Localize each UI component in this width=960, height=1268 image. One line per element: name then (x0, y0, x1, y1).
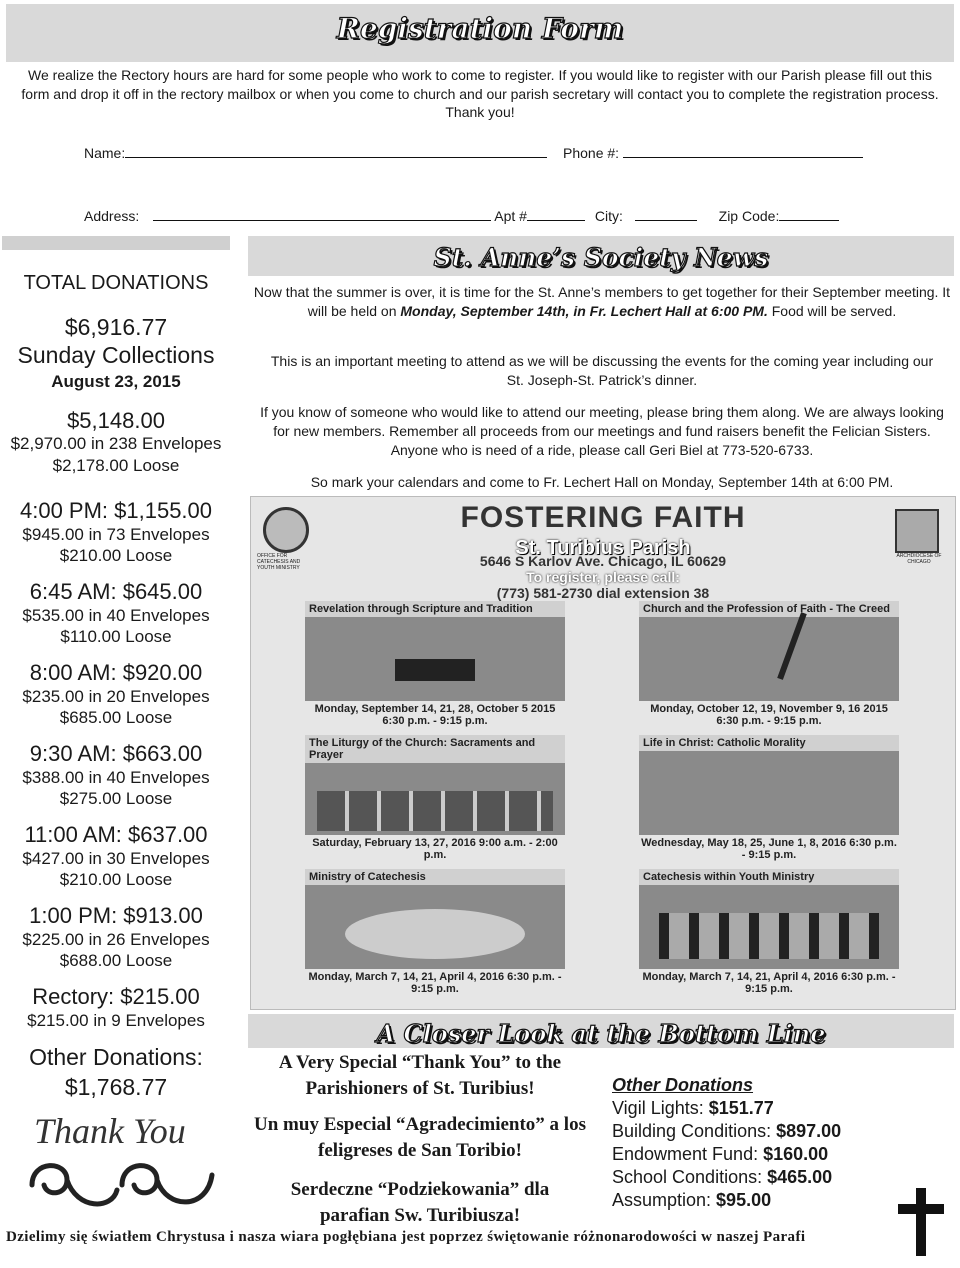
mass-envelopes: $427.00 in 30 Envelopes (22, 849, 210, 868)
address-label: Address: (84, 208, 140, 224)
flyer-panel-creed (639, 601, 899, 701)
office-label-left: OFFICE FOR CATECHESIS AND YOUTH MINISTRY (257, 553, 301, 571)
mass-time-total: 4:00 PM: $1,155.00 (19, 498, 213, 523)
panel-title: Catechesis within Youth Ministry (639, 869, 899, 885)
rectory-entry (2, 984, 230, 1038)
mass-envelopes: $225.00 in 26 Envelopes (22, 930, 210, 949)
mass-entry (2, 741, 230, 822)
flyer-panel-catechesis (305, 869, 565, 969)
society-meeting-time: Monday, September 14th, in Fr. Lechert Hall at 6:00 PM. (400, 303, 768, 319)
fostering-faith-flyer (250, 496, 956, 1010)
name-field-row (84, 143, 547, 161)
thanks-english: A Very Special “Thank You” to the Parishioners of St. Turibius! (278, 1052, 562, 1099)
panel-dates: Monday, March 7, 14, 21, April 4, 2016 6:30 p.m. - 9:15 p.m. (308, 971, 562, 995)
apt-field[interactable] (527, 206, 585, 221)
flyer-panel-scripture (305, 601, 565, 701)
donation-label: Vigil Lights: (612, 1098, 709, 1118)
flyer-address: 5646 S Karlov Ave. Chicago, IL 60629 (479, 553, 727, 569)
mass-time-total: 11:00 AM: $637.00 (24, 822, 208, 847)
zip-label: Zip Code: (718, 208, 780, 224)
mass-entry (2, 579, 230, 660)
thank-you-script: Thank You (34, 1111, 186, 1151)
panel-dates: Wednesday, May 18, 25, June 1, 8, 2016 6:30 p.m. - 9:15 p.m. (641, 837, 897, 861)
mass-loose: $110.00 Loose (60, 627, 172, 646)
flourish-ornament (22, 1155, 222, 1215)
mass-time-total: 8:00 AM: $920.00 (29, 660, 203, 685)
society-p1-c: Food will be served. (767, 303, 897, 319)
donation-label: School Conditions: (612, 1167, 768, 1187)
flyer-panel-morality (639, 735, 899, 835)
society-p1-a: Now that the summer is over, it is time for the St. Anne’s members to get together for their September meeting. It will be held on (253, 284, 951, 319)
panel-dates: Monday, October 12, 19, November 9, 16 2015 6:30 p.m. - 9:15 p.m. (650, 703, 888, 727)
bottom-line-title: A Closer Look at the Bottom Line (376, 1019, 826, 1048)
society-title: St. Anne’s Society News (433, 243, 769, 272)
flyer-phone: (773) 581-2730 dial extension 38 (496, 585, 710, 601)
other-donations-heading: Other Donations (612, 1075, 754, 1095)
panel-dates: Saturday, February 13, 27, 2016 9:00 a.m. - 2:00 p.m. (312, 837, 558, 861)
mass-loose: $685.00 Loose (59, 708, 173, 727)
donation-item (612, 1189, 912, 1212)
panel-title: Ministry of Catechesis (305, 869, 565, 885)
other-donations-label: Other Donations: (29, 1044, 203, 1070)
panel-dates: Monday, September 14, 21, 28, October 5 2015 6:30 p.m. - 9:15 p.m. (314, 703, 556, 727)
flyer-parish: St. Turibius Parish (515, 537, 691, 559)
donation-item (612, 1143, 912, 1166)
thanks-spanish: Un muy Especial “Agradecimiento” a los feligreses de San Toribio! (254, 1114, 586, 1161)
donation-value: $897.00 (776, 1121, 842, 1141)
flyer-title: FOSTERING FAITH (460, 501, 746, 534)
rectory-envelopes: $215.00 in 9 Envelopes (27, 1011, 205, 1030)
address-field[interactable] (153, 206, 491, 221)
donations-heading: TOTAL DONATIONS (23, 272, 209, 294)
office-label-right: ARCHDIOCESE OF CHICAGO (896, 553, 942, 565)
donation-value: $160.00 (763, 1144, 829, 1164)
apt-label: Apt # (494, 208, 527, 224)
mass-time-total: 6:45 AM: $645.00 (29, 579, 203, 604)
mass-time-total: 1:00 PM: $913.00 (29, 903, 203, 928)
donation-item (612, 1166, 912, 1189)
mass-time-total: 9:30 AM: $663.00 (29, 741, 203, 766)
cross-icon (898, 1188, 944, 1256)
society-paragraph-1 (252, 283, 952, 321)
collection-date: August 23, 2015 (51, 372, 181, 391)
rectory-total: Rectory: $215.00 (32, 984, 200, 1009)
donation-label: Assumption: (612, 1190, 717, 1210)
mass-loose: $210.00 Loose (59, 546, 173, 565)
sunday-envelopes: $2,970.00 in 238 Envelopes (10, 434, 222, 453)
donation-item (612, 1097, 912, 1120)
donations-total: $6,916.77 (64, 314, 168, 340)
panel-title: Church and the Profession of Faith - The Creed (639, 601, 899, 617)
hands-image (345, 909, 525, 959)
mass-list (2, 498, 230, 1038)
phone-field[interactable] (623, 143, 863, 158)
left-column-bar (2, 236, 230, 250)
city-field[interactable] (635, 206, 697, 221)
mass-entry (2, 822, 230, 903)
donation-value: $151.77 (708, 1098, 774, 1118)
phone-label: Phone #: (563, 145, 620, 161)
cross-image (777, 612, 807, 680)
name-field[interactable] (125, 143, 547, 158)
donation-item (612, 1120, 912, 1143)
sacrament-icons (317, 791, 553, 831)
donation-label: Building Conditions: (612, 1121, 777, 1141)
flyer-register: To register, please call: (526, 569, 680, 585)
phone-field-row (563, 143, 863, 161)
youth-image (659, 913, 879, 959)
mass-envelopes: $535.00 in 40 Envelopes (22, 606, 210, 625)
mass-envelopes: $945.00 in 73 Envelopes (22, 525, 210, 544)
flyer-panel-liturgy (305, 735, 565, 835)
society-paragraph-2: This is an important meeting to attend as we will be discussing the events for the coming year including our St. Joseph-St. Patrick’s dinner. (270, 353, 934, 388)
mass-entry (2, 660, 230, 741)
panel-dates: Monday, March 7, 14, 21, April 4, 2016 6:30 p.m. - 9:15 p.m. (642, 971, 896, 995)
other-donations-total: $1,768.77 (64, 1074, 168, 1100)
footer-polish-text: Dzielimy się światłem Chrystusa i nasza wiara pogłębiana jest poprzez świętowanie różnonarodowości w naszej Parafi (6, 1229, 806, 1245)
panel-title: The Liturgy of the Church: Sacraments and Prayer (305, 735, 565, 763)
mass-entry (2, 498, 230, 579)
city-label: City: (594, 208, 623, 224)
bible-image (395, 659, 475, 681)
mass-envelopes: $235.00 in 20 Envelopes (22, 687, 210, 706)
panel-title: Life in Christ: Catholic Morality (639, 735, 899, 751)
mass-entry (2, 903, 230, 984)
flyer-panel-youth (639, 869, 899, 969)
mass-envelopes: $388.00 in 40 Envelopes (22, 768, 210, 787)
donation-label: Endowment Fund: (612, 1144, 764, 1164)
registration-banner (6, 4, 954, 62)
donation-value: $465.00 (767, 1167, 833, 1187)
mass-loose: $275.00 Loose (59, 789, 173, 808)
society-banner (248, 236, 954, 276)
sunday-total: $5,148.00 (67, 408, 165, 433)
bottom-line-banner (248, 1014, 954, 1048)
society-paragraph-3: If you know of someone who would like to attend our meeting, please bring them along. We are always looking for new members. Remember all proceeds from our meetings and fund raisers benefit the Felician Sisters. Anyone who is need of a ride, please call Geri Biel at 773-520-6733. (260, 404, 944, 458)
society-paragraph-4: So mark your calendars and come to Fr. Lechert Hall on Monday, September 14th at 6:00 PM. (310, 474, 894, 490)
zip-field[interactable] (779, 206, 839, 221)
address-field-row (84, 206, 839, 224)
donation-value: $95.00 (716, 1190, 772, 1210)
name-label: Name: (84, 145, 126, 161)
mass-loose: $210.00 Loose (59, 870, 173, 889)
other-donations-list (612, 1074, 912, 1212)
registration-intro: We realize the Rectory hours are hard for some people who work to come to register. If you would like to register with our Parish please fill out this form and drop it off in the rectory mailbox or when you come to church and our parish secretary will contact you to complete the registration process. Thank you! (21, 67, 939, 120)
panel-title: Revelation through Scripture and Tradition (305, 601, 565, 617)
registration-title: Registration Form (336, 12, 624, 45)
sunday-loose: $2,178.00 Loose (52, 456, 180, 475)
mass-loose: $688.00 Loose (59, 951, 173, 970)
sunday-collections-label: Sunday Collections (17, 342, 215, 368)
thanks-polish: Serdeczne “Podziekowania” dla parafian Sw. Turibiusza! (290, 1179, 550, 1226)
